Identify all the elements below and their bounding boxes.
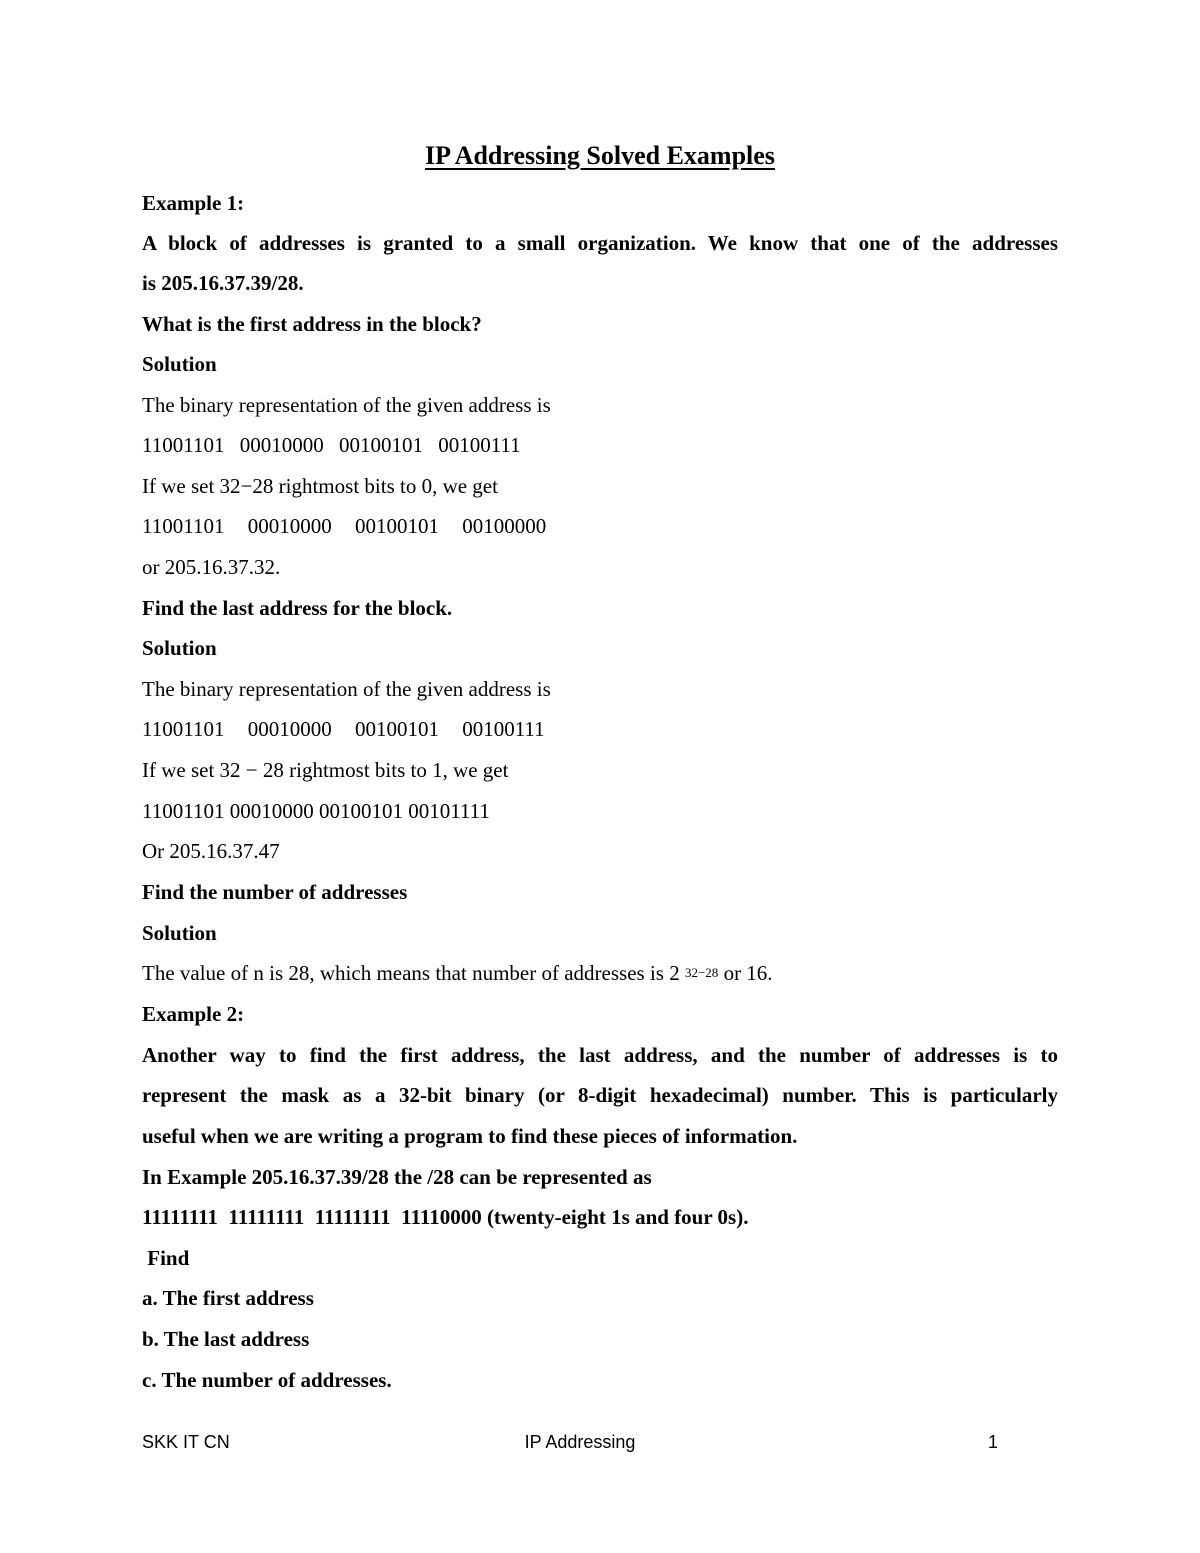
solution-1-line-3: If we set 32−28 rightmost bits to 0, we get: [142, 474, 498, 498]
example-2-para-line-2: represent the mask as a 32-bit binary (or 8-digit hexadecimal) number. This is particularly: [142, 1083, 1058, 1107]
example-2-item-b: b. The last address: [142, 1327, 310, 1351]
solution-2-last-address: Or 205.16.37.47: [142, 839, 280, 863]
solution-label-1: Solution: [142, 352, 217, 376]
solution-1-binary-result: 11001101 00010000 00100101 00100000: [142, 514, 547, 538]
solution-1-line-1: The binary representation of the given address is: [142, 393, 551, 417]
solution-2-binary-result: 11001101 00010000 00100101 00101111: [142, 799, 490, 823]
example-2-para-line-4: In Example 205.16.37.39/28 the /28 can be represented as: [142, 1165, 652, 1189]
example-2-item-c: c. The number of addresses.: [142, 1368, 392, 1392]
solution-2-line-3: If we set 32 − 28 rightmost bits to 1, we get: [142, 758, 509, 782]
example-1-problem-line-2: is 205.16.37.39/28.: [142, 271, 304, 295]
example-2-heading: Example 2:: [142, 1002, 245, 1026]
question-first-address: What is the first address in the block?: [142, 312, 482, 336]
footer-page-number: 1: [988, 1432, 999, 1452]
example-2-para-line-1: Another way to find the first address, the last address, and the number of addresses is to: [142, 1043, 1058, 1067]
solution-label-2: Solution: [142, 636, 217, 660]
example-1-problem-line-1: A block of addresses is granted to a small organization. We know that one of the addresses: [142, 231, 1058, 255]
page-title: IP Addressing Solved Examples: [425, 141, 775, 170]
solution-1-binary-given: 11001101 00010000 00100101 00100111: [142, 433, 521, 457]
question-number-of-addresses: Find the number of addresses: [142, 880, 408, 904]
solution-3-result: or 16.: [718, 961, 773, 985]
solution-1-first-address: or 205.16.37.32.: [142, 555, 281, 579]
solution-label-3: Solution: [142, 921, 217, 945]
solution-3-text: The value of n is 28, which means that number of addresses is 2: [142, 961, 685, 985]
solution-3-line: [142, 959, 773, 990]
question-last-address: Find the last address for the block.: [142, 596, 453, 620]
solution-2-binary-given: 11001101 00010000 00100101 00100111: [142, 717, 545, 741]
example-2-find: Find: [142, 1246, 190, 1270]
example-2-para-line-3: useful when we are writing a program to find these pieces of information.: [142, 1124, 798, 1148]
solution-3-exponent: 32−28: [684, 965, 719, 980]
solution-2-line-1: The binary representation of the given address is: [142, 677, 551, 701]
footer-center: IP Addressing: [524, 1432, 636, 1452]
example-2-mask-binary: 11111111 11111111 11111111 11110000 (twenty-eight 1s and four 0s).: [142, 1205, 749, 1229]
example-1-heading: Example 1:: [142, 191, 245, 215]
footer-left: SKK IT CN: [142, 1432, 230, 1452]
example-2-item-a: a. The first address: [142, 1286, 314, 1310]
